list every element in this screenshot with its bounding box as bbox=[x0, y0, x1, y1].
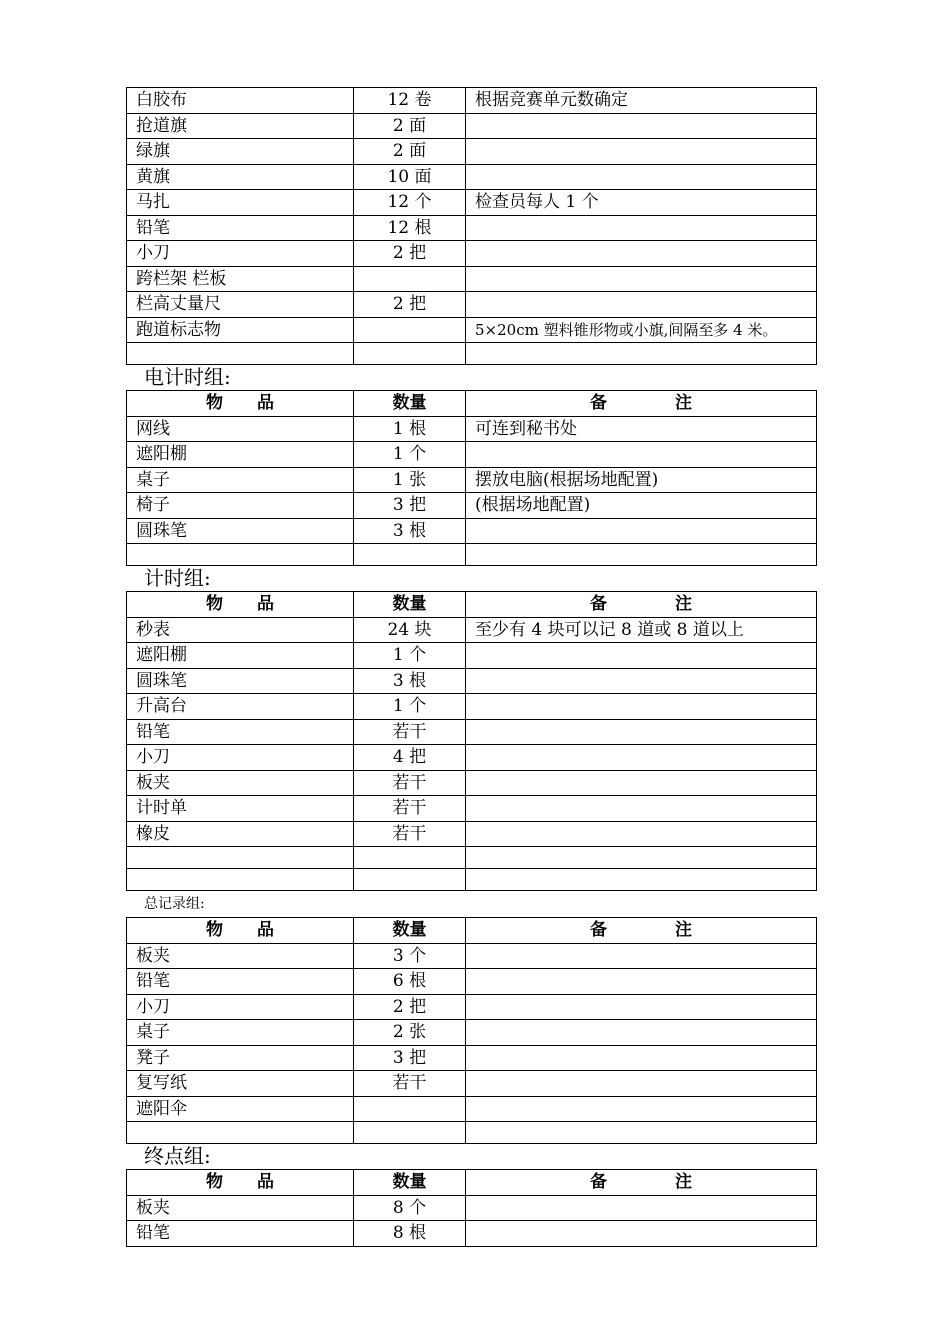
item-cell: 橡皮 bbox=[127, 821, 354, 847]
note-cell: 检查员每人 1 个 bbox=[466, 190, 817, 216]
qty-cell: 3 个 bbox=[354, 943, 466, 969]
qty-cell: 3 把 bbox=[354, 493, 466, 519]
note-cell bbox=[466, 643, 817, 669]
qty-cell: 4 把 bbox=[354, 745, 466, 771]
table-row bbox=[127, 969, 817, 995]
item-cell: 铅笔 bbox=[127, 215, 354, 241]
item-cell: 桌子 bbox=[127, 467, 354, 493]
table-row bbox=[127, 113, 817, 139]
item-cell: 升高台 bbox=[127, 694, 354, 720]
note-cell bbox=[466, 442, 817, 468]
table-row bbox=[127, 1045, 817, 1071]
item-cell: 网线 bbox=[127, 416, 354, 442]
item-cell: 铅笔 bbox=[127, 969, 354, 995]
note-cell bbox=[466, 1221, 817, 1247]
table-row bbox=[127, 190, 817, 216]
note-cell: 至少有 4 块可以记 8 道或 8 道以上 bbox=[466, 617, 817, 643]
note-cell bbox=[466, 518, 817, 544]
header-row bbox=[127, 1170, 817, 1196]
qty-cell bbox=[354, 1096, 466, 1122]
qty-cell bbox=[354, 266, 466, 292]
table-row bbox=[127, 317, 817, 343]
item-cell: 板夹 bbox=[127, 943, 354, 969]
qty-cell: 2 面 bbox=[354, 139, 466, 165]
qty-cell: 3 根 bbox=[354, 518, 466, 544]
note-cell bbox=[466, 1122, 817, 1144]
note-cell bbox=[466, 668, 817, 694]
table-row bbox=[127, 215, 817, 241]
note-cell bbox=[466, 969, 817, 995]
note-cell: 根据竞赛单元数确定 bbox=[466, 88, 817, 114]
item-cell: 板夹 bbox=[127, 770, 354, 796]
col-header-qty: 数量 bbox=[354, 592, 466, 618]
item-cell: 铅笔 bbox=[127, 1221, 354, 1247]
table-row bbox=[127, 847, 817, 869]
note-cell bbox=[466, 694, 817, 720]
note-cell bbox=[466, 994, 817, 1020]
header-row bbox=[127, 592, 817, 618]
qty-cell: 2 面 bbox=[354, 113, 466, 139]
qty-cell bbox=[354, 317, 466, 343]
col-header-item: 物 品 bbox=[127, 1170, 354, 1196]
table-row bbox=[127, 292, 817, 318]
document-page bbox=[126, 87, 816, 1247]
qty-cell bbox=[354, 544, 466, 566]
note-cell bbox=[466, 1071, 817, 1097]
qty-cell: 8 个 bbox=[354, 1195, 466, 1221]
section-table bbox=[126, 390, 817, 566]
item-cell: 凳子 bbox=[127, 1045, 354, 1071]
note-cell: 可连到秘书处 bbox=[466, 416, 817, 442]
table-row bbox=[127, 668, 817, 694]
qty-cell: 12 根 bbox=[354, 215, 466, 241]
col-header-note: 备 注 bbox=[466, 592, 817, 618]
note-cell bbox=[466, 869, 817, 891]
note-cell bbox=[466, 241, 817, 267]
item-cell: 跑道标志物 bbox=[127, 317, 354, 343]
table-row bbox=[127, 1071, 817, 1097]
note-cell bbox=[466, 1096, 817, 1122]
note-cell bbox=[466, 796, 817, 822]
table-row bbox=[127, 1195, 817, 1221]
item-cell: 圆珠笔 bbox=[127, 518, 354, 544]
qty-cell: 若干 bbox=[354, 770, 466, 796]
item-cell: 秒表 bbox=[127, 617, 354, 643]
item-cell: 遮阳棚 bbox=[127, 442, 354, 468]
section-title: 电计时组: bbox=[144, 365, 231, 389]
header-row bbox=[127, 391, 817, 417]
qty-cell: 1 个 bbox=[354, 643, 466, 669]
note-cell: (根据场地配置) bbox=[466, 493, 817, 519]
table-row bbox=[127, 719, 817, 745]
item-cell: 抢道旗 bbox=[127, 113, 354, 139]
table-row bbox=[127, 88, 817, 114]
table-row bbox=[127, 943, 817, 969]
table-row bbox=[127, 994, 817, 1020]
item-cell bbox=[127, 1122, 354, 1144]
table-row bbox=[127, 745, 817, 771]
item-cell: 铅笔 bbox=[127, 719, 354, 745]
qty-cell: 3 把 bbox=[354, 1045, 466, 1071]
table-row bbox=[127, 1122, 817, 1144]
item-cell: 马扎 bbox=[127, 190, 354, 216]
item-cell bbox=[127, 544, 354, 566]
table-row bbox=[127, 694, 817, 720]
qty-cell bbox=[354, 1122, 466, 1144]
col-header-item: 物 品 bbox=[127, 918, 354, 944]
item-cell: 计时单 bbox=[127, 796, 354, 822]
note-cell bbox=[466, 139, 817, 165]
note-cell bbox=[466, 1045, 817, 1071]
note-cell bbox=[466, 745, 817, 771]
qty-cell: 若干 bbox=[354, 719, 466, 745]
table-row bbox=[127, 266, 817, 292]
col-header-qty: 数量 bbox=[354, 1170, 466, 1196]
item-cell: 小刀 bbox=[127, 994, 354, 1020]
item-cell bbox=[127, 847, 354, 869]
qty-cell: 3 根 bbox=[354, 668, 466, 694]
item-cell: 遮阳伞 bbox=[127, 1096, 354, 1122]
table-row bbox=[127, 343, 817, 365]
item-cell: 黄旗 bbox=[127, 164, 354, 190]
note-cell: 摆放电脑(根据场地配置) bbox=[466, 467, 817, 493]
section-table bbox=[126, 591, 817, 891]
col-header-note: 备 注 bbox=[466, 1170, 817, 1196]
table-row bbox=[127, 796, 817, 822]
item-cell bbox=[127, 343, 354, 365]
qty-cell: 1 个 bbox=[354, 442, 466, 468]
qty-cell: 8 根 bbox=[354, 1221, 466, 1247]
table-row bbox=[127, 643, 817, 669]
col-header-qty: 数量 bbox=[354, 391, 466, 417]
note-cell bbox=[466, 719, 817, 745]
table-row bbox=[127, 518, 817, 544]
qty-cell: 2 把 bbox=[354, 994, 466, 1020]
note-cell bbox=[466, 292, 817, 318]
note-cell bbox=[466, 215, 817, 241]
item-cell: 桌子 bbox=[127, 1020, 354, 1046]
col-header-item: 物 品 bbox=[127, 391, 354, 417]
qty-cell: 若干 bbox=[354, 1071, 466, 1097]
col-header-note: 备 注 bbox=[466, 918, 817, 944]
table-row bbox=[127, 467, 817, 493]
note-cell bbox=[466, 770, 817, 796]
item-cell bbox=[127, 869, 354, 891]
note-cell bbox=[466, 847, 817, 869]
section-table bbox=[126, 1169, 817, 1247]
item-cell: 遮阳棚 bbox=[127, 643, 354, 669]
col-header-item: 物 品 bbox=[127, 592, 354, 618]
item-cell: 复写纸 bbox=[127, 1071, 354, 1097]
qty-cell: 12 个 bbox=[354, 190, 466, 216]
item-cell: 圆珠笔 bbox=[127, 668, 354, 694]
note-cell bbox=[466, 1195, 817, 1221]
qty-cell: 2 张 bbox=[354, 1020, 466, 1046]
table-row bbox=[127, 1096, 817, 1122]
note-cell bbox=[466, 943, 817, 969]
qty-cell: 1 根 bbox=[354, 416, 466, 442]
note-cell bbox=[466, 1020, 817, 1046]
qty-cell: 若干 bbox=[354, 821, 466, 847]
qty-cell: 2 把 bbox=[354, 241, 466, 267]
table-row bbox=[127, 139, 817, 165]
section-table bbox=[126, 917, 817, 1144]
section-title: 计时组: bbox=[144, 566, 211, 590]
note-cell bbox=[466, 544, 817, 566]
table-row bbox=[127, 416, 817, 442]
header-row bbox=[127, 918, 817, 944]
qty-cell: 1 张 bbox=[354, 467, 466, 493]
table-row bbox=[127, 821, 817, 847]
item-cell: 跨栏架 栏板 bbox=[127, 266, 354, 292]
qty-cell: 10 面 bbox=[354, 164, 466, 190]
note-cell bbox=[466, 266, 817, 292]
qty-cell bbox=[354, 869, 466, 891]
qty-cell: 6 根 bbox=[354, 969, 466, 995]
table-row bbox=[127, 442, 817, 468]
table-row bbox=[127, 493, 817, 519]
col-header-qty: 数量 bbox=[354, 918, 466, 944]
section-title: 总记录组: bbox=[144, 896, 205, 912]
qty-cell: 1 个 bbox=[354, 694, 466, 720]
table-row bbox=[127, 544, 817, 566]
table-row bbox=[127, 164, 817, 190]
table-row bbox=[127, 1020, 817, 1046]
col-header-note: 备 注 bbox=[466, 391, 817, 417]
item-cell: 栏高丈量尺 bbox=[127, 292, 354, 318]
item-cell: 白胶布 bbox=[127, 88, 354, 114]
table-row bbox=[127, 869, 817, 891]
qty-cell bbox=[354, 847, 466, 869]
qty-cell: 24 块 bbox=[354, 617, 466, 643]
section-title: 终点组: bbox=[144, 1144, 211, 1168]
table-row bbox=[127, 241, 817, 267]
table-row bbox=[127, 617, 817, 643]
item-cell: 小刀 bbox=[127, 241, 354, 267]
table-row bbox=[127, 1221, 817, 1247]
item-cell: 绿旗 bbox=[127, 139, 354, 165]
qty-cell: 2 把 bbox=[354, 292, 466, 318]
qty-cell: 若干 bbox=[354, 796, 466, 822]
qty-cell bbox=[354, 343, 466, 365]
table-row bbox=[127, 770, 817, 796]
note-cell: 5×20cm 塑料锥形物或小旗,间隔至多 4 米。 bbox=[466, 317, 817, 343]
note-cell bbox=[466, 343, 817, 365]
note-cell bbox=[466, 821, 817, 847]
equipment-table-continued bbox=[126, 87, 817, 365]
qty-cell: 12 卷 bbox=[354, 88, 466, 114]
item-cell: 小刀 bbox=[127, 745, 354, 771]
note-cell bbox=[466, 113, 817, 139]
item-cell: 椅子 bbox=[127, 493, 354, 519]
note-cell bbox=[466, 164, 817, 190]
item-cell: 板夹 bbox=[127, 1195, 354, 1221]
